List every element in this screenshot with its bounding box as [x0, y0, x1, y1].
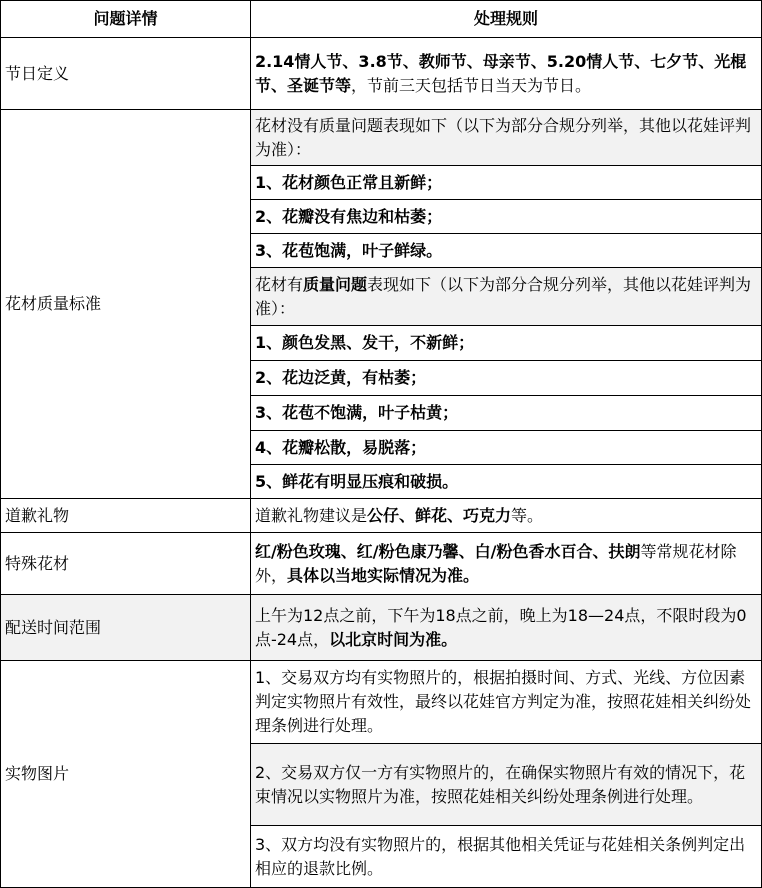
- special-text: 等常规花材除外，: [254, 541, 737, 585]
- delivery-rule: [250, 595, 761, 661]
- table-row: [1, 533, 762, 595]
- delivery-label: 配送时间范围: [1, 595, 251, 661]
- gift-items: 公仔、鲜花、巧克力: [366, 505, 511, 525]
- gift-rule: [250, 499, 761, 533]
- gift-text-a: 道歉礼物建议是: [254, 505, 367, 525]
- table-header-row: [1, 1, 762, 38]
- quality-bad-item: 1、颜色发黑、发干，不新鲜；: [250, 326, 761, 361]
- quality-ok-item: 2、花瓣没有焦边和枯萎；: [250, 200, 761, 234]
- special-rule: [250, 533, 761, 595]
- quality-bad-item: 4、花瓣松散，易脱落；: [250, 431, 761, 465]
- table-row: [1, 595, 762, 661]
- table-row: [1, 661, 762, 744]
- header-problem: 问题详情: [1, 1, 251, 38]
- header-rule: 处理规则: [250, 1, 761, 38]
- table-row: [1, 38, 762, 110]
- gift-text-b: 等。: [510, 505, 543, 525]
- gift-label: 道歉礼物: [1, 499, 251, 533]
- quality-bad-intro-b: 表现如下（以下为部分合规分列举，其他以花娃评判为准）：: [254, 274, 751, 318]
- quality-ok-intro: 花材没有质量问题表现如下（以下为部分合规分列举，其他以花娃评判为准）：: [250, 110, 761, 166]
- quality-ok-item: 3、花苞饱满，叶子鲜绿。: [250, 234, 761, 268]
- quality-bad-item: 5、鲜花有明显压痕和破损。: [250, 465, 761, 499]
- photo-rule: 2、交易双方仅一方有实物照片的，在确保实物照片有效的情况下，花束情况以实物照片为准，按照花娃相关纠纷处理条例进行处理。: [250, 744, 761, 826]
- holiday-rule: [250, 38, 761, 110]
- quality-bad-item: 2、花边泛黄，有枯萎；: [250, 361, 761, 396]
- photo-rule: 3、双方均没有实物照片的，根据其他相关凭证与花娃相关条例判定出相应的退款比例。: [250, 826, 761, 888]
- special-note: 具体以当地实际情况为准。: [286, 565, 479, 585]
- quality-label: 花材质量标准: [1, 110, 251, 499]
- photo-label: 实物图片: [1, 661, 251, 888]
- table-row: [1, 499, 762, 533]
- quality-bad-intro: [250, 268, 761, 326]
- quality-bad-item: 3、花苞不饱满，叶子枯黄；: [250, 396, 761, 431]
- holiday-label: 节日定义: [1, 38, 251, 110]
- holiday-desc: ，节前三天包括节日当天为节日。: [350, 75, 591, 95]
- table-row: [1, 110, 762, 166]
- quality-ok-item: 1、花材颜色正常且新鲜；: [250, 166, 761, 200]
- photo-rule: 1、交易双方均有实物照片的，根据拍摄时间、方式、光线、方位因素判定实物照片有效性，最终以花娃官方判定为准，按照花娃相关纠纷处理条例进行处理。: [250, 661, 761, 744]
- special-label: 特殊花材: [1, 533, 251, 595]
- delivery-note: 以北京时间为准。: [329, 629, 458, 649]
- quality-bad-intro-a: 花材有: [254, 274, 303, 294]
- quality-bad-intro-bold: 质量问题: [302, 274, 367, 294]
- special-flowers: 红/粉色玫瑰、红/粉色康乃馨、白/粉色香水百合、扶朗: [254, 541, 641, 561]
- delivery-text: 上午为12点之前，下午为18点之前，晚上为18—24点，不限时段为0点-24点，: [254, 605, 747, 649]
- holiday-list: 2.14情人节、3.8节、教师节、母亲节、5.20情人节、七夕节、光棍节、圣诞节等: [254, 51, 747, 95]
